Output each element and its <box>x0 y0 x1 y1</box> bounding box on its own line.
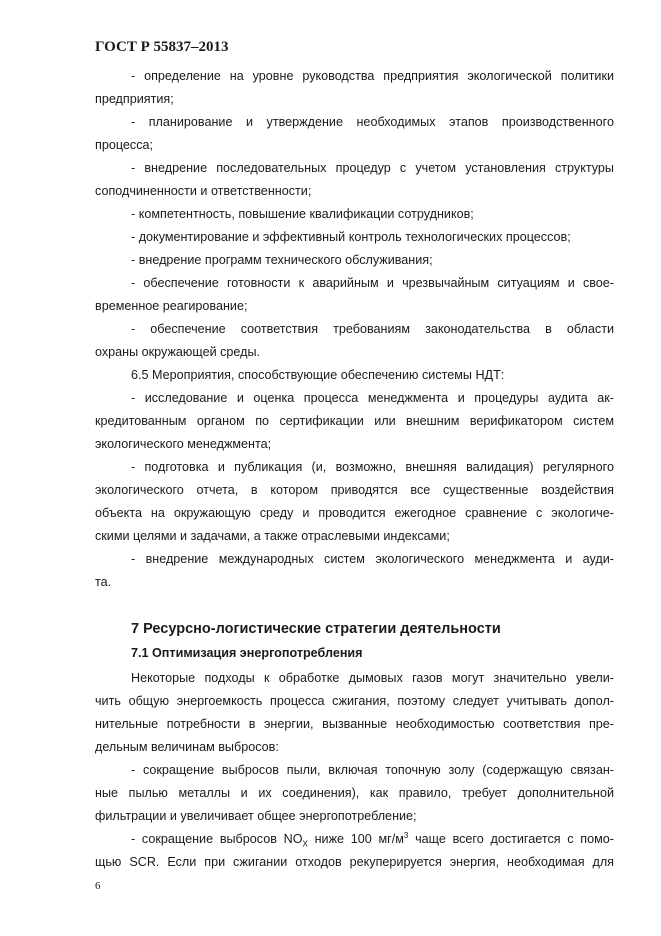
text-line: охраны окружающей среды. <box>95 345 261 359</box>
text-line: процесса; <box>95 138 154 152</box>
text-line: - обеспечение соответствия требованиям законодательства в области <box>131 322 614 336</box>
document-header: ГОСТ Р 55837–2013 <box>95 39 229 55</box>
text-line: ные пылью металлы и их соединения), как правило, требует дополнительной <box>95 786 614 800</box>
text-line: нительные потребности в энергии, вызванные необходимостью соответствия пре- <box>95 717 614 731</box>
text-line: соподчиненности и ответственности; <box>95 184 312 198</box>
text-line: - внедрение программ технического обслуживания; <box>131 253 433 267</box>
text-line: дельным величинам выбросов: <box>95 740 279 754</box>
nox-text-middle: ниже 100 мг/м <box>307 832 404 846</box>
text-line: - планирование и утверждение необходимых этапов производственного <box>131 115 614 129</box>
text-line: кредитованным органом по сертификации или внешним верификатором систем <box>95 414 614 428</box>
text-line: - подготовка и публикация (и, возможно, внешняя валидация) регулярного <box>131 460 614 474</box>
text-line: временное реагирование; <box>95 299 248 313</box>
text-line: экологического отчета, в котором приводятся все существенные воздействия <box>95 483 614 497</box>
nox-text-before: - сокращение выбросов NO <box>131 832 303 846</box>
text-line: - исследование и оценка процесса менеджмента и процедуры аудита ак- <box>131 391 614 405</box>
text-line: - определение на уровне руководства предприятия экологической политики <box>131 69 614 83</box>
text-line: объекта на окружающую среду и проводится ежегодное сравнение с экологиче- <box>95 506 614 520</box>
text-line: - внедрение последовательных процедур с учетом установления структуры <box>131 161 614 175</box>
section-7-heading: 7 Ресурсно-логистические стратегии деятельности <box>131 621 501 637</box>
page-number: 6 <box>95 880 101 892</box>
text-line: - документирование и эффективный контроль технологических процессов; <box>131 230 571 244</box>
text-line: щью SCR. Если при сжигании отходов рекуперируется энергия, необходимая для <box>95 855 614 869</box>
text-line: экологического менеджмента; <box>95 437 272 451</box>
text-line: - сокращение выбросов пыли, включая топочную золу (содержащую связан- <box>131 763 614 777</box>
text-line: скими целями и задачами, а также отраслевыми индексами; <box>95 529 450 543</box>
text-line: чить общую энергоемкость процесса сжигания, поэтому следует учитывать допол- <box>95 694 614 708</box>
section-6-5-heading: 6.5 Мероприятия, способствующие обеспечению системы НДТ: <box>131 368 505 382</box>
nox-line <box>131 830 614 849</box>
text-line: та. <box>95 575 112 589</box>
nox-superscript: 3 <box>403 830 409 840</box>
text-line: предприятия; <box>95 92 174 106</box>
nox-subscript: X <box>302 839 308 849</box>
text-line: Некоторые подходы к обработке дымовых газов могут значительно увели- <box>131 671 614 685</box>
text-line: - внедрение международных систем экологического менеджмента и ауди- <box>131 552 614 566</box>
nox-text-after: чаще всего достигается с помо- <box>408 832 614 846</box>
text-line: - компетентность, повышение квалификации сотрудников; <box>131 207 474 221</box>
section-7-1-heading: 7.1 Оптимизация энергопотребления <box>131 646 363 660</box>
text-line: - обеспечение готовности к аварийным и чрезвычайным ситуациям и свое- <box>131 276 614 290</box>
text-line: фильтрации и увеличивает общее энергопотребление; <box>95 809 417 823</box>
